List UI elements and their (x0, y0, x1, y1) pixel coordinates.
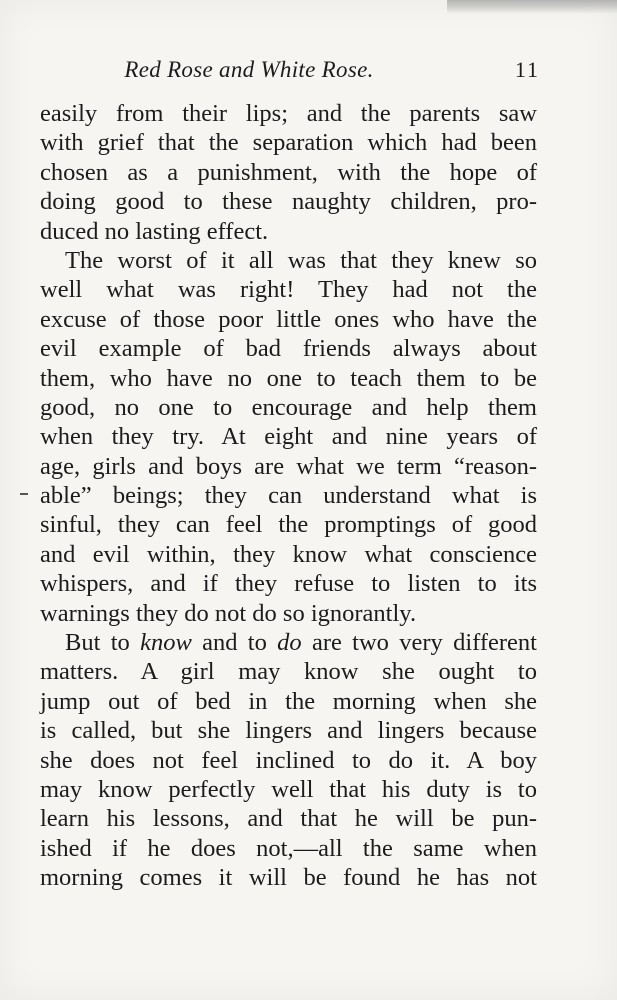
text-line: warnings they do not do so ignorantly. (40, 599, 417, 627)
emphasis-know: know (140, 629, 192, 657)
text-line: morning comes it will be found he has not (40, 864, 537, 892)
running-head (40, 57, 540, 87)
margin-mark (20, 493, 28, 495)
paragraph-start-line: The worst of it all was that they knew so (65, 246, 537, 274)
text-fragment: and to (191, 629, 278, 657)
text-line: sinful, they can feel the promptings of good (40, 511, 537, 539)
text-fragment: are two very different (301, 629, 537, 657)
text-fragment: But to (65, 629, 141, 657)
text-line: with grief that the separation which had been (40, 129, 537, 157)
text-line: and evil within, they know what conscience (40, 540, 537, 568)
text-line: whispers, and if they refuse to listen to its (40, 570, 537, 598)
body-text (40, 99, 537, 893)
text-line: ished if he does not,—all the same when (40, 834, 537, 862)
text-line: matters. A girl may know she ought to (40, 658, 537, 686)
text-line: she does not feel inclined to do it. A boy (40, 746, 537, 774)
text-line: duced no lasting effect. (40, 217, 269, 245)
page-corner-wear (447, 0, 617, 14)
text-line: chosen as a punishment, with the hope of (40, 158, 537, 186)
text-line: excuse of those poor little ones who have the (40, 305, 537, 333)
text-line: them, who have no one to teach them to be (40, 364, 537, 392)
text-line: doing good to these naughty children, pro- (40, 188, 537, 216)
text-line: may know perfectly well that his duty is to (40, 775, 537, 803)
text-line: easily from their lips; and the parents saw (40, 100, 537, 127)
paragraph-start-line (40, 628, 537, 657)
text-line: evil example of bad friends always about (40, 335, 537, 363)
text-line: age, girls and boys are what we term “reason- (40, 452, 537, 480)
text-line: learn his lessons, and that he will be pun- (40, 805, 537, 833)
text-line: when they try. At eight and nine years of (40, 423, 537, 451)
text-line: well what was right! They had not the (40, 276, 537, 304)
text-line: jump out of bed in the morning when she (40, 687, 537, 715)
text-line: able” beings; they can understand what is (40, 482, 537, 510)
page-number: 11 (514, 57, 540, 82)
emphasis-do: do (277, 629, 302, 657)
text-line: is called, but she lingers and lingers because (40, 717, 537, 745)
text-line: good, no one to encourage and help them (40, 393, 537, 421)
running-head-title: Red Rose and White Rose. (124, 57, 374, 82)
